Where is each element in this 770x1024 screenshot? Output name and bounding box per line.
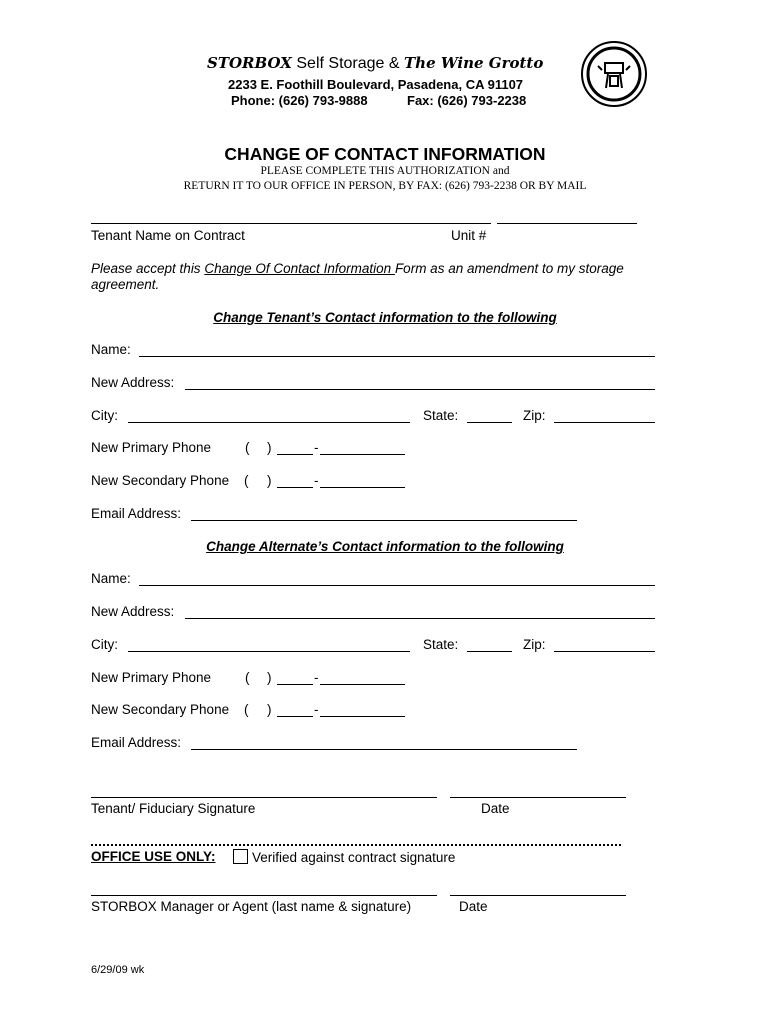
alternate-email-label: Email Address:: [91, 735, 182, 750]
tenant-state-label: State:: [423, 408, 459, 423]
tenant-primary-dash: -: [314, 440, 319, 455]
tenant-name-line[interactable]: [91, 223, 491, 224]
instructions-line-2: RETURN IT TO OUR OFFICE IN PERSON, BY FAX: (626) 793-2238 OR BY MAIL: [183, 180, 587, 192]
verified-row: [233, 849, 455, 865]
manager-signature-line[interactable]: [91, 895, 437, 896]
alternate-email-field[interactable]: [191, 749, 577, 750]
verified-label: Verified against contract signature: [252, 850, 456, 865]
tenant-name-field[interactable]: [139, 356, 655, 357]
tenant-state-field[interactable]: [467, 422, 512, 423]
alternate-name-field[interactable]: [139, 585, 655, 586]
alternate-primary-number-field[interactable]: [320, 684, 405, 685]
wine-grotto-brand: The Wine Grotto: [404, 54, 544, 72]
tenant-primary-prefix-field[interactable]: [277, 454, 313, 455]
tenant-secondary-open-paren: (: [244, 473, 249, 488]
alternate-secondary-prefix-field[interactable]: [277, 716, 313, 717]
office-use-label: OFFICE USE ONLY:: [91, 849, 216, 864]
tenant-name-label: Tenant Name on Contract: [91, 228, 245, 243]
tenant-primary-phone-label: New Primary Phone: [91, 440, 212, 455]
alternate-state-field[interactable]: [467, 651, 512, 652]
company-name: [207, 54, 543, 73]
tenant-email-label: Email Address:: [91, 506, 182, 521]
tenant-email-field[interactable]: [191, 520, 577, 521]
manager-signature-label: STORBOX Manager or Agent (last name & signature): [91, 899, 412, 914]
alternate-zip-field[interactable]: [554, 651, 655, 652]
tenant-zip-label: Zip:: [523, 408, 546, 423]
tenant-address-label: New Address:: [91, 375, 175, 390]
alternate-address-field[interactable]: [185, 618, 655, 619]
alternate-secondary-dash: -: [314, 702, 319, 717]
alternate-city-label: City:: [91, 637, 118, 652]
brand-middle: Self Storage &: [291, 55, 404, 72]
verified-checkbox[interactable]: [233, 849, 248, 864]
tenant-secondary-dash: -: [314, 473, 319, 488]
tenant-name-row: [91, 342, 131, 357]
alternate-section-heading: Change Alternate’s Contact information to the following: [206, 539, 564, 554]
unit-label: Unit #: [451, 228, 487, 243]
footer-revision: 6/29/09 wk: [91, 964, 145, 976]
company-address: 2233 E. Foothill Boulevard, Pasadena, CA 91107: [228, 77, 524, 92]
tenant-date-line[interactable]: [450, 797, 626, 798]
tenant-address-field[interactable]: [185, 389, 655, 390]
tenant-primary-number-field[interactable]: [320, 454, 405, 455]
tenant-section-heading: Change Tenant’s Contact information to the following: [213, 310, 557, 325]
tenant-signature-label: Tenant/ Fiduciary Signature: [91, 801, 256, 816]
company-fax: Fax: (626) 793-2238: [407, 93, 527, 108]
alternate-primary-prefix-field[interactable]: [277, 684, 313, 685]
tenant-secondary-number-field[interactable]: [320, 487, 405, 488]
instructions-line-1: PLEASE COMPLETE THIS AUTHORIZATION and: [260, 165, 510, 177]
alternate-secondary-open-paren: (: [244, 702, 249, 717]
tenant-secondary-close-paren: ): [267, 473, 272, 488]
tenant-date-label: Date: [481, 801, 510, 816]
alternate-secondary-close-paren: ): [267, 702, 272, 717]
tenant-zip-field[interactable]: [554, 422, 655, 423]
manager-date-label: Date: [459, 899, 488, 914]
tenant-secondary-prefix-field[interactable]: [277, 487, 313, 488]
dotted-separator: [91, 836, 621, 846]
alternate-primary-phone-label: New Primary Phone: [91, 670, 212, 685]
manager-date-line[interactable]: [450, 895, 626, 896]
tenant-signature-line[interactable]: [91, 797, 437, 798]
alternate-primary-close-paren: ): [267, 670, 272, 685]
office-use-row: [91, 849, 216, 864]
form-title: CHANGE OF CONTACT INFORMATION: [224, 144, 546, 164]
company-logo: [580, 40, 648, 108]
tenant-primary-close-paren: ): [267, 440, 272, 455]
intro-form-name: Change Of Contact Information: [204, 261, 395, 276]
tenant-city-label: City:: [91, 408, 118, 423]
intro-text-line-2: agreement.: [91, 277, 160, 292]
alternate-secondary-phone-label: New Secondary Phone: [91, 702, 230, 717]
alternate-state-label: State:: [423, 637, 459, 652]
alternate-primary-dash: -: [314, 670, 319, 685]
alternate-city-field[interactable]: [128, 651, 410, 652]
tenant-secondary-phone-label: New Secondary Phone: [91, 473, 230, 488]
company-phone: Phone: (626) 793-9888: [231, 93, 368, 108]
tenant-primary-open-paren: (: [245, 440, 250, 455]
alternate-secondary-number-field[interactable]: [320, 716, 405, 717]
unit-number-line[interactable]: [497, 223, 637, 224]
intro-text: [91, 261, 624, 276]
intro-post: Form as an amendment to my storage: [394, 261, 624, 276]
storbox-brand: STORBOX: [207, 54, 292, 72]
intro-pre: Please accept this: [91, 261, 205, 276]
alternate-address-label: New Address:: [91, 604, 175, 619]
alternate-name-label: Name:: [91, 571, 131, 586]
alternate-zip-label: Zip:: [523, 637, 546, 652]
name-label: Name:: [91, 342, 131, 357]
tenant-city-field[interactable]: [128, 422, 410, 423]
alternate-primary-open-paren: (: [245, 670, 250, 685]
